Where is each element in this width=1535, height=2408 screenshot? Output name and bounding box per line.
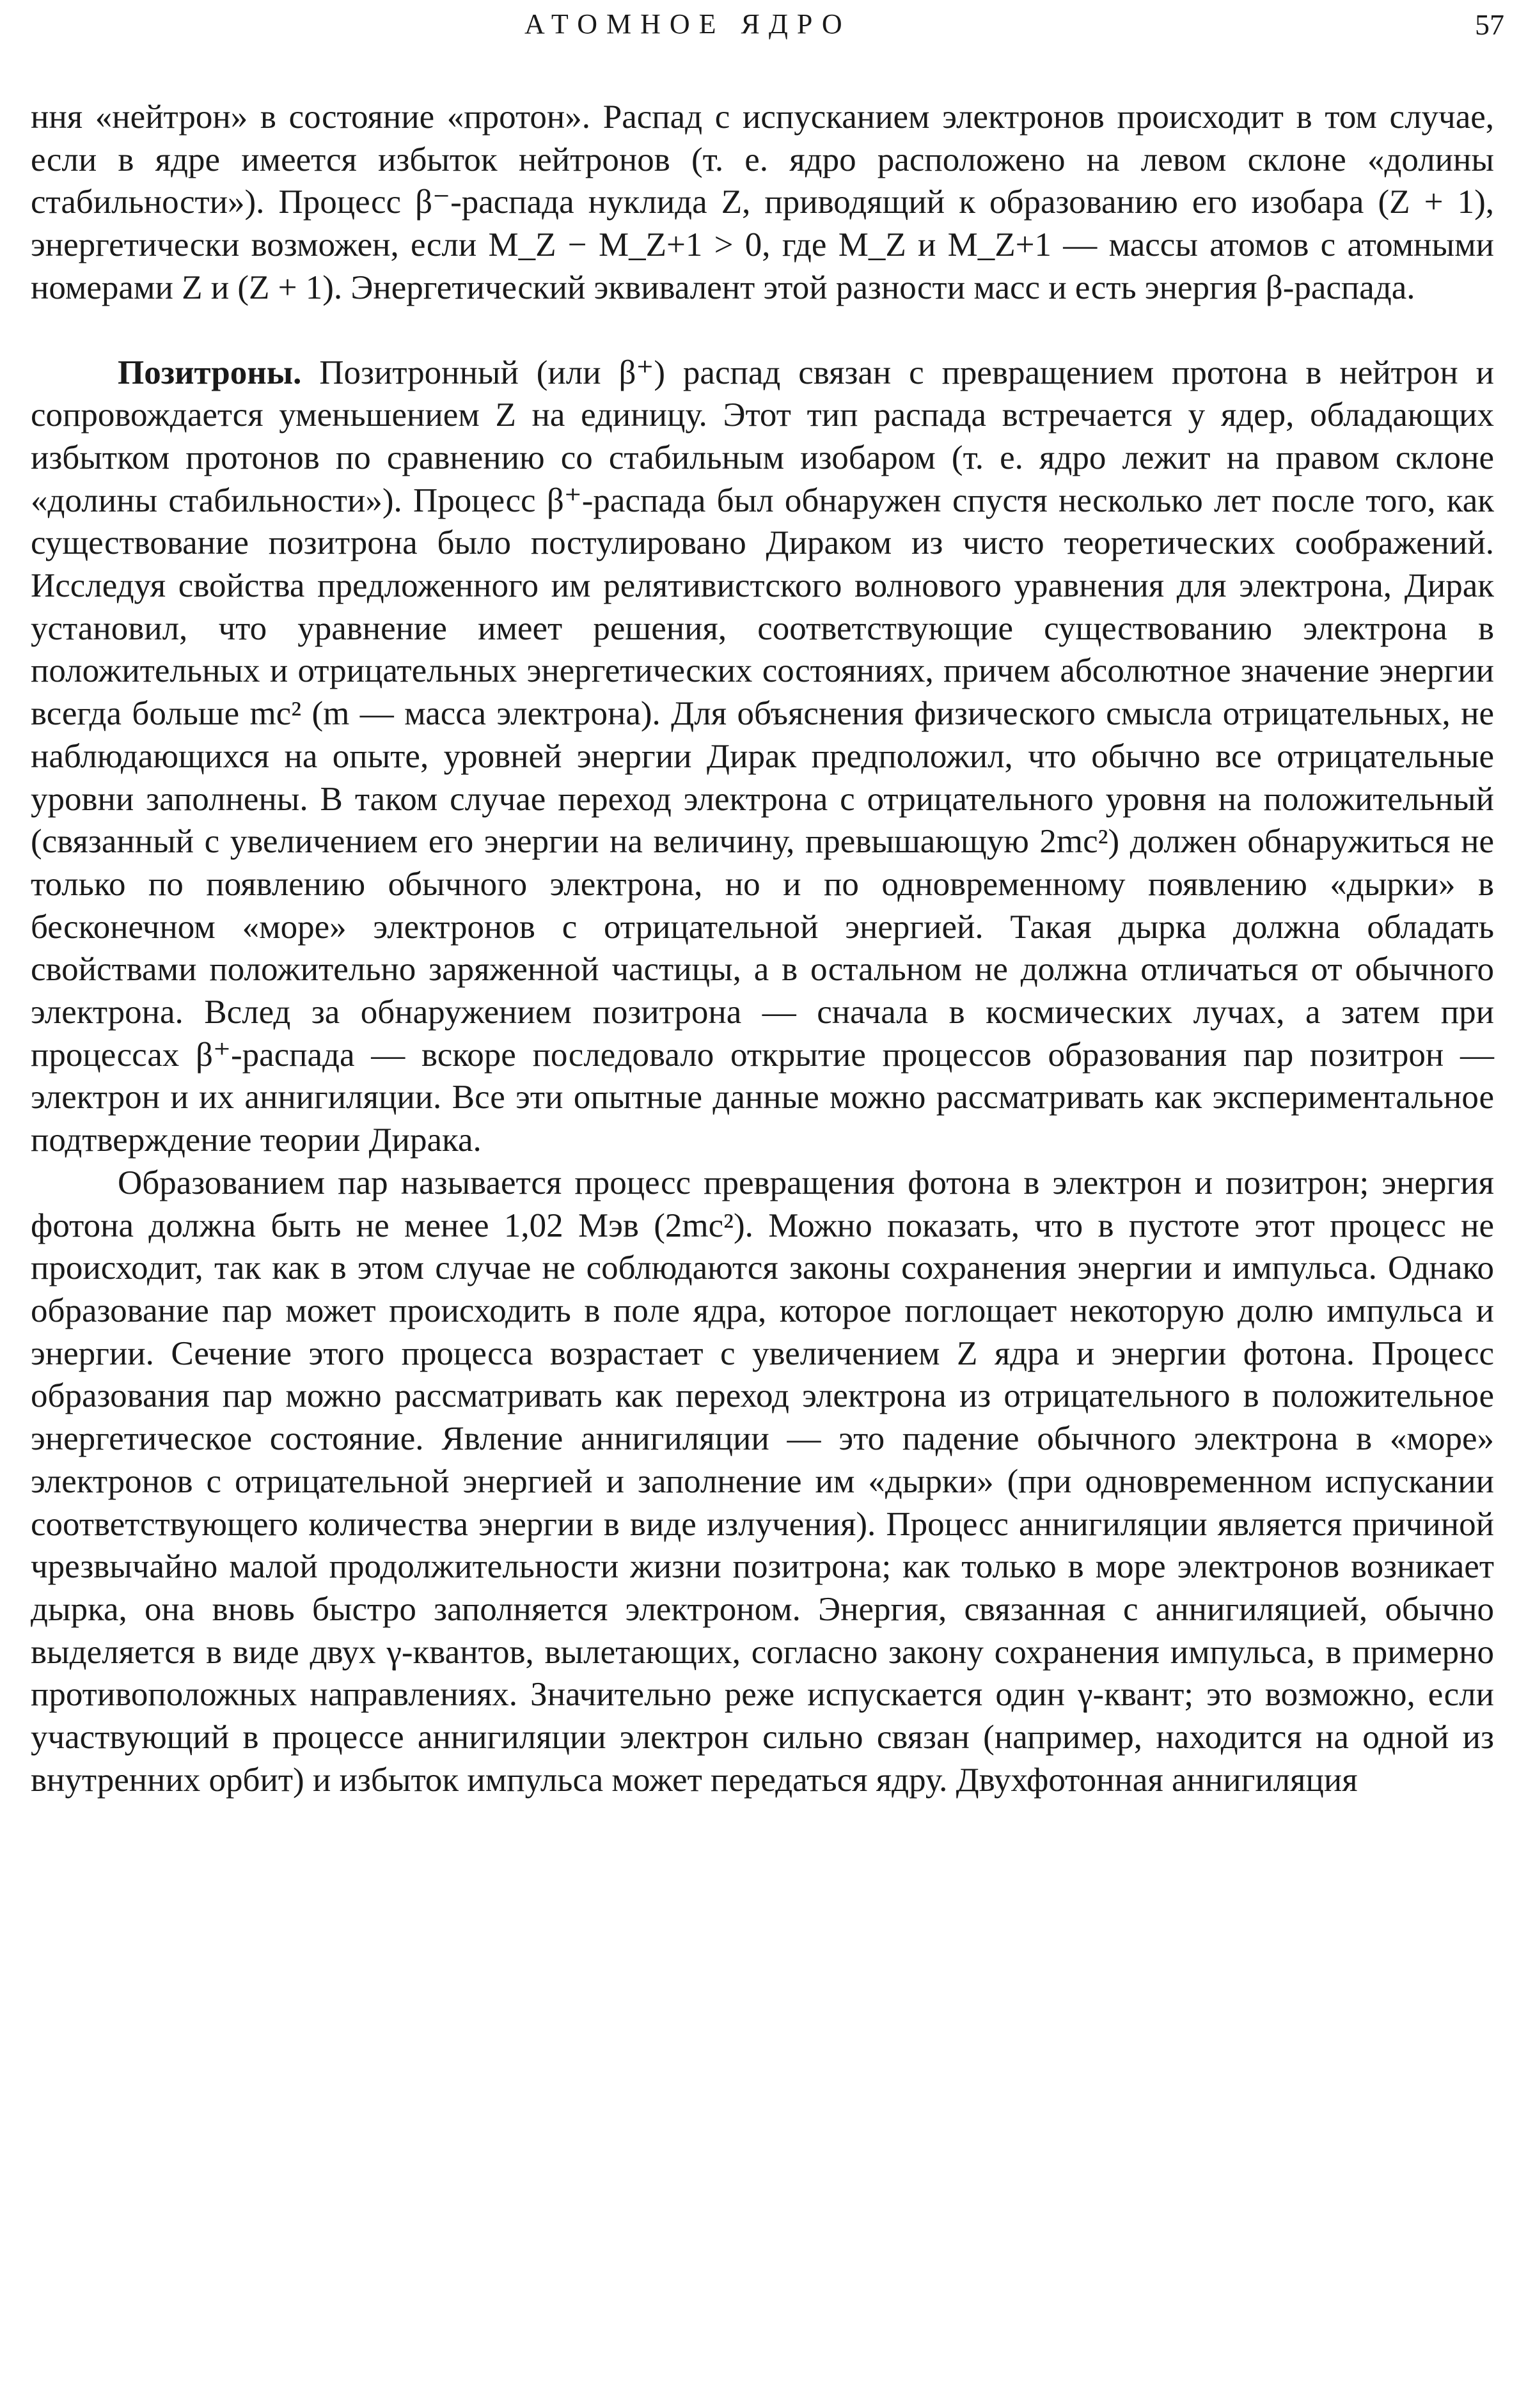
paragraph-text: Образованием пар называется процесс превращения фотона в электрон и позитрон; энергия фотона должна быть не менее 1,02 Мэв (2mc²). Можно показать, что в пустоте этот процесс не происходит, так как в этом случае не соблюдаются законы сохранения энергии и импульса. Однако образование пар может происходить в поле ядра, которое поглощает некоторую долю импульса и энергии. Сечение этого процесса возрастает с увеличением Z ядра и энергии фотона. Процесс образования пар можно рассматривать как переход электрона из отрицательного в положительное энергетическое состояние. Явление аннигиляции — это падение обычного электрона в «море» электронов с отрицательной энергией и заполнение им «дырки» (при одновременном испускании соответствующего количества энергии в виде излучения). Процесс аннигиляции является причиной чрезвычайно малой продолжительности жизни позитрона; как только в море электронов возникает дырка, она вновь быстро заполняется электроном. Энергия, связанная с аннигиляцией, обычно выделяется в виде двух γ-квантов, вылетающих, согласно закону сохранения импульса, в примерно противоположных направлениях. Значительно реже испускается один γ-квант; это возможно, если участвующий в процессе аннигиляции электрон сильно связан (например, находится на одной из внутренних орбит) и избыток импульса может передаться ядру. Двухфотонная аннигиляция <box>31 1164 1494 1799</box>
page-number: 57 <box>1475 8 1504 41</box>
paragraph-beta-minus <box>31 96 1494 309</box>
paragraph-positrons <box>31 352 1494 1162</box>
paragraph-text: Позитронный (или β⁺) распад связан с превращением протона в нейтрон и сопровождается уменьшением Z на единицу. Этот тип распада встречается у ядер, обладающих избытком протонов по сравнению со стабильным изобаром (т. е. ядро лежит на правом склоне «долины стабильности»). Процесс β⁺-распада был обнаружен спустя несколько лет после того, как существование позитрона было постулировано Дираком из чисто теоретических соображений. Исследуя свойства предложенного им релятивистского волнового уравнения для электрона, Дирак установил, что уравнение имеет решения, соответствующие существованию электрона в положительных и отрицательных энергетических состояниях, причем абсолютное значение энергии всегда больше mc² (m — масса электрона). Для объяснения физического смысла отрицательных, не наблюдающихся на опыте, уровней энергии Дирак предположил, что обычно все отрицательные уровни заполнены. В таком случае переход электрона с отрицательного уровня на положительный (связанный с увеличением его энергии на величину, превышающую 2mc²) должен обнаружиться не только по появлению обычного электрона, но и по одновременному появлению «дырки» в бесконечном «море» электронов с отрицательной энергией. Такая дырка должна обладать свойствами положительно заряженной частицы, а в остальном не должна отличаться от обычного электрона. Вслед за обнаружением позитрона — сначала в космических лучах, а затем при процессах β⁺-распада — вскоре последовало открытие процессов образования пар позитрон — электрон и их аннигиляции. Все эти опытные данные можно рассматривать как экспериментальное подтверждение теории Дирака. <box>31 354 1495 1159</box>
paragraph-pair-production <box>31 1162 1494 1802</box>
body-text <box>31 96 1494 1801</box>
running-head <box>0 8 1535 52</box>
section-heading-positrons: Позитроны. <box>118 354 302 391</box>
paragraph-text: ння «нейтрон» в состояние «протон». Распад с испусканием электронов происходит в том случае, если в ядре имеется избыток нейтронов (т. е. ядро расположено на левом склоне «долины стабильности»). Процесс β⁻-распада нуклида Z, приводящий к образованию его изобара (Z + 1), энергетически возможен, если M_Z − M_Z+1 > 0, где M_Z и M_Z+1 — массы атомов с атомными номерами Z и (Z + 1). Энергетический эквивалент этой разности масс и есть энергия β-распада. <box>31 98 1494 306</box>
running-title: АТОМНОЕ ЯДРО <box>524 8 851 40</box>
